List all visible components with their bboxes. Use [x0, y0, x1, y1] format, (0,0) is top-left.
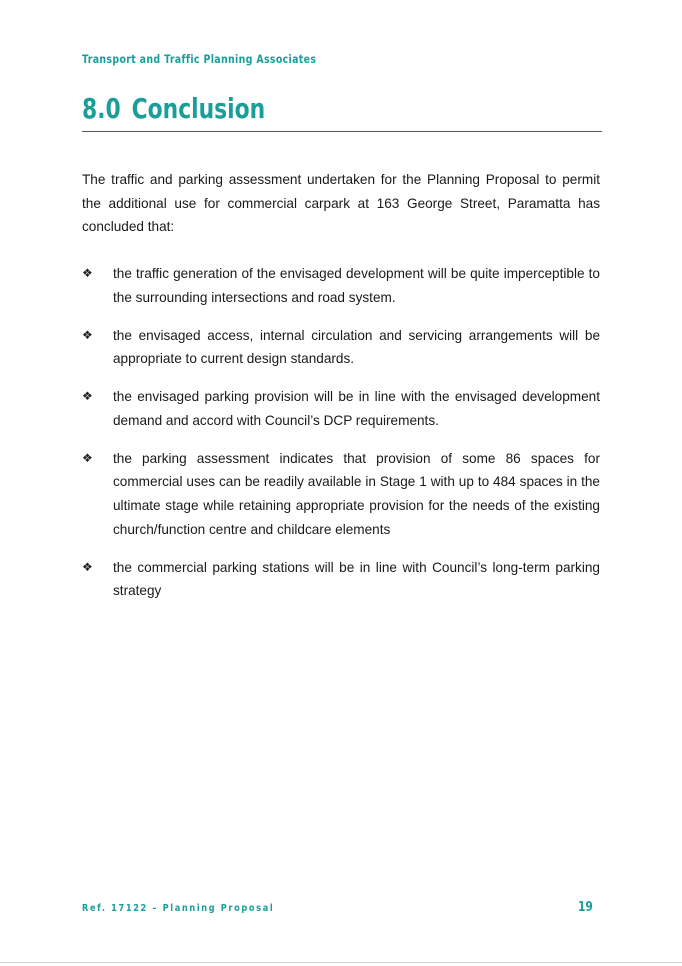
list-item-text: the envisaged access, internal circulation and servicing arrangements will be appropriate to current design standards.	[113, 327, 600, 367]
list-item-text: the parking assessment indicates that provision of some 86 spaces for commercial uses can be readily available in Stage 1 with up to 484 spaces in the ultimate stage while retaining appropriate provision for the needs of the existing church/function centre and childcare elements	[113, 450, 600, 537]
diamond-bullet-icon: ❖	[82, 389, 93, 404]
list-item	[82, 447, 600, 541]
footer-reference: Ref. 17122 – Planning Proposal	[82, 903, 275, 914]
conclusion-list	[82, 262, 600, 617]
list-item-text: the commercial parking stations will be in line with Council’s long-term parking strategy	[113, 559, 600, 599]
header-organization: Transport and Traffic Planning Associates	[82, 52, 317, 66]
list-item	[82, 385, 600, 432]
diamond-bullet-icon: ❖	[82, 450, 93, 465]
list-item	[82, 324, 600, 371]
list-item-text: the traffic generation of the envisaged development will be quite imperceptible to the surrounding intersections and road system.	[113, 266, 600, 305]
section-title-text: Conclusion	[131, 92, 266, 125]
page-number: 19	[578, 900, 593, 915]
diamond-bullet-icon: ❖	[82, 559, 93, 574]
list-item-text: the envisaged parking provision will be in line with the envisaged development demand and accord with Council’s DCP requirements.	[113, 389, 600, 428]
list-item	[82, 556, 600, 603]
diamond-bullet-icon: ❖	[82, 327, 93, 342]
title-divider	[82, 131, 602, 132]
section-number: 8.0	[82, 92, 121, 125]
diamond-bullet-icon: ❖	[82, 266, 93, 280]
section-title	[82, 92, 265, 126]
intro-paragraph: The traffic and parking assessment undertaken for the Planning Proposal to permit the additional use for commercial carpark at 163 George Street, Paramatta has concluded that:	[82, 172, 600, 235]
page-bottom-edge	[0, 962, 682, 963]
list-item	[82, 262, 600, 309]
